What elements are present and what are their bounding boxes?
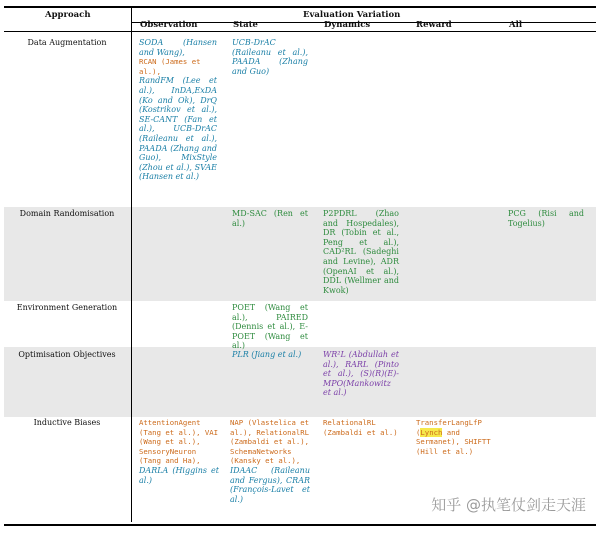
reward-text-a: TransferLangLfP ( xyxy=(416,418,482,437)
state-data-augmentation: UCB-DrAC (Raileanu et al.), PAADA (Zhang and Guo) xyxy=(232,38,308,76)
dynamics-domain-randomisation: P2PDRL (Zhao and Hospedales), DR (Tobin et al., Peng et al.), CAD²RL (Sadeghi and Levine), ADR (OpenAI et al.), DDL (Wellmer and Kwok) xyxy=(323,209,399,295)
dynamics-inductive-biases: RelationalRL (Zambaldi et al.) xyxy=(323,418,398,437)
citation-darla: DARLA (Higgins et al.) xyxy=(139,465,219,485)
approach-data-augmentation: Data Augmentation xyxy=(27,38,107,47)
header-all: All xyxy=(509,20,523,30)
header-rule xyxy=(4,31,596,32)
state-optimisation-objectives: PLR (Jiang et al.) xyxy=(232,350,302,359)
header-approach: Approach xyxy=(45,10,91,20)
dynamics-optimisation-objectives: WR²L (Abdullah et al.), RARL (Pinto et al.), (S)(R)(E)-MPO(Mankowitz et al.) xyxy=(323,350,399,398)
citation-nap: NAP (Vlastelica et al.), RelationalRL (Zambaldi et al.), SchemaNetworks (Kansky et al.), xyxy=(230,418,310,466)
bottom-rule xyxy=(4,524,596,526)
citation-attention-agent: AttentionAgent (Tang et al.), VAI (Wang et al.), SensoryNeuron (Tang and Ha), xyxy=(139,418,219,466)
state-inductive-biases xyxy=(230,418,310,504)
header-observation: Observation xyxy=(140,20,198,30)
observation-inductive-biases xyxy=(139,418,219,485)
citation-list: RandFM (Lee et al.), InDA,ExDA (Ko and Ok), DrQ (Kostrikov et al.), SE-CANT (Fan et al.), UCB-DrAC (Raileanu et al.), PAADA (Zhang and Guo), MixStyle (Zhou et al.), SVAE (Hansen et al.) xyxy=(139,76,217,182)
reward-text-b: and Sermanet), SHIFTT (Hill et al.) xyxy=(416,427,491,456)
top-rule xyxy=(4,6,596,8)
watermark: 知乎 @执笔仗剑走天涯 xyxy=(431,496,586,514)
header-reward: Reward xyxy=(416,20,452,30)
highlighted-lynch: Lynch xyxy=(420,427,443,437)
all-domain-randomisation: PCG (Risi and Togelius) xyxy=(508,209,584,228)
header-state: State xyxy=(233,20,258,30)
column-separator xyxy=(131,8,132,522)
state-domain-randomisation: MD-SAC (Ren et al.) xyxy=(232,209,308,228)
observation-data-augmentation xyxy=(139,38,217,182)
approach-inductive-biases: Inductive Biases xyxy=(33,418,101,427)
approach-environment-generation: Environment Generation xyxy=(16,303,118,312)
approach-domain-randomisation: Domain Randomisation xyxy=(19,209,115,218)
citation-soda: SODA (Hansen and Wang), xyxy=(139,38,217,57)
header-evaluation-variation: Evaluation Variation xyxy=(303,10,401,20)
citation-rcan: RCAN (James et al.), xyxy=(139,57,201,76)
reward-inductive-biases xyxy=(416,418,506,456)
state-environment-generation: POET (Wang et al.), PAIRED (Dennis et al.), E-POET (Wang et al.) xyxy=(232,303,308,351)
approach-optimisation-objectives: Optimisation Objectives xyxy=(18,350,116,359)
citation-idaac: IDAAC (Raileanu and Fergus), CRAR (François-Lavet et al.) xyxy=(230,465,310,504)
header-dynamics: Dynamics xyxy=(324,20,371,30)
